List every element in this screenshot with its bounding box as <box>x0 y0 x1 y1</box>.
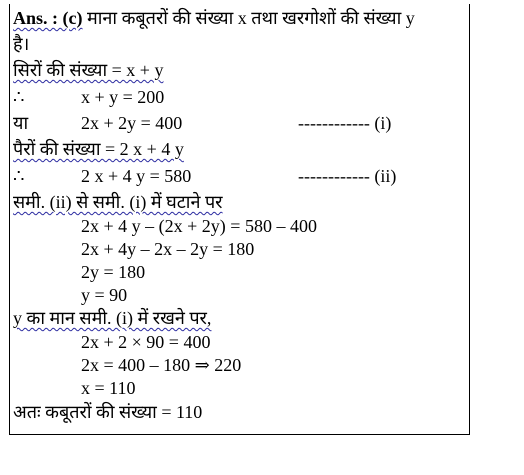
substitute-instruction: y का मान समी. (i) में रखने पर, <box>13 308 212 328</box>
step-x: x = 110 <box>81 378 136 398</box>
answer-label: Ans. : (c) <box>13 8 83 28</box>
subtract-instruction: समी. (ii) से समी. (i) में घटाने पर <box>13 192 223 212</box>
final-answer: अतः कबूतरों की संख्या = 110 <box>13 402 203 422</box>
therefore-symbol-2: ∴ <box>13 166 25 186</box>
step-subtract: 2x + 4 y – (2x + 2y) = 580 – 400 <box>81 216 317 236</box>
equation-i-ref: ------------ (i) <box>298 113 392 133</box>
or-label: या <box>13 113 29 133</box>
step-2y: 2y = 180 <box>81 262 146 282</box>
equation-heads: x + y = 200 <box>81 87 165 107</box>
equation-ii-ref: ------------ (ii) <box>298 166 397 186</box>
answer-line-2: है। <box>13 34 30 54</box>
heads-count-line: सिरों की संख्या = x + y <box>13 60 164 80</box>
step-2x: 2x = 400 – 180 ⇒ 220 <box>81 355 242 375</box>
answer-line-1 <box>13 8 415 28</box>
step-substitute: 2x + 2 × 90 = 400 <box>81 332 211 352</box>
step-simplify: 2x + 4y – 2x – 2y = 180 <box>81 239 255 259</box>
legs-count-line: पैरों की संख्या = 2 x + 4 y <box>13 139 184 159</box>
equation-i: 2x + 2y = 400 <box>81 113 183 133</box>
equation-ii: 2 x + 4 y = 580 <box>81 166 192 186</box>
assumption-text: माना कबूतरों की संख्या x तथा खरगोशों की संख्या y <box>82 8 415 28</box>
therefore-symbol-1: ∴ <box>13 87 25 107</box>
step-y: y = 90 <box>81 285 128 305</box>
